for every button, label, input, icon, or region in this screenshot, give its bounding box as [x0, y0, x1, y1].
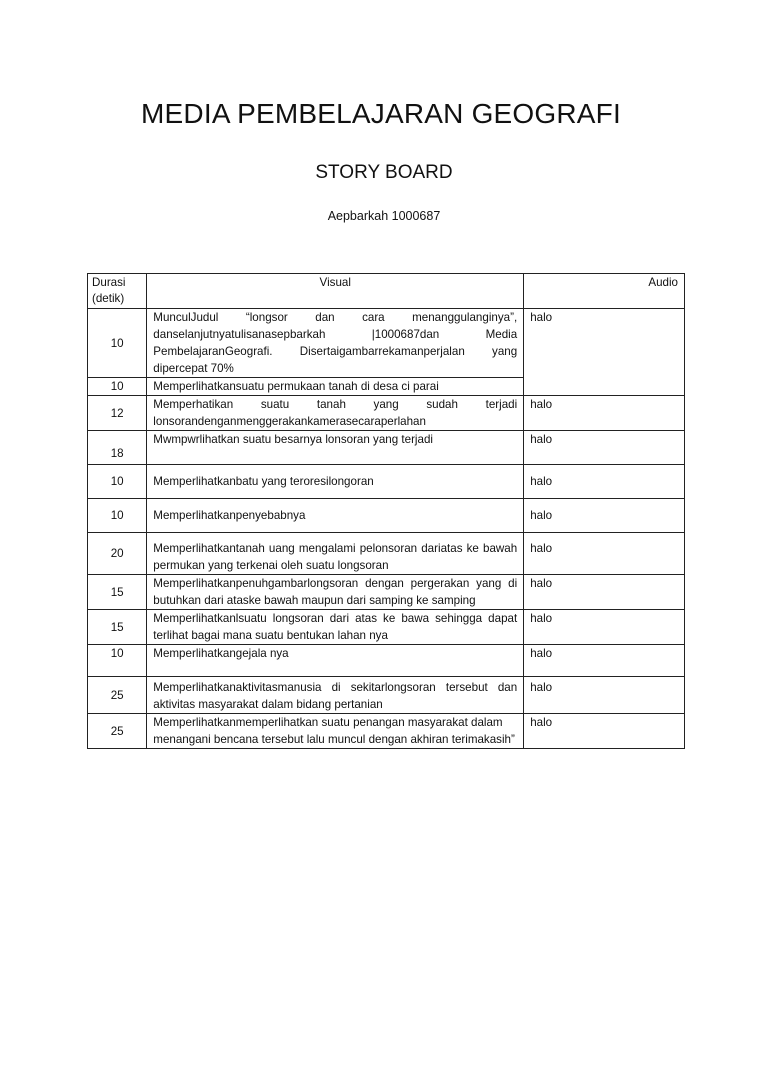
- row-visual: Memperlihatkanpenuhgambarlongsoran dengan pergerakan yang di butuhkan dari ataske bawah maupun dari samping ke samping: [147, 575, 524, 610]
- table-row: [88, 533, 685, 575]
- row-audio: halo: [524, 499, 685, 533]
- row-duration: 15: [88, 575, 147, 610]
- row-visual: Memperlihatkantanah uang mengalami pelonsoran dariatas ke bawah permukan yang terkenai oleh suatu longsoran: [147, 533, 524, 575]
- row-audio: halo: [524, 465, 685, 499]
- row-duration: 20: [88, 533, 147, 575]
- column-header-visual: Visual: [147, 274, 524, 309]
- row-visual: Memperhatikan suatu tanah yang sudah terjadi lonsorandenganmenggerakankamerasecaraperlahan: [147, 396, 524, 431]
- table-header-row: [88, 274, 685, 309]
- table-row: [88, 465, 685, 499]
- row-visual: Memperlihatkanlsuatu longsoran dari atas ke bawa sehingga dapat terlihat bagai mana suatu bentukan lahan nya: [147, 610, 524, 645]
- row-visual: MunculJudul “longsor dan cara menanggulanginya”, danselanjutnyatulisanasepbarkah |1000687dan Media PembelajaranGeografi. Disertaigambarrekamanperjalan yang dipercepat 70%: [147, 309, 524, 378]
- table-row: [88, 714, 685, 749]
- row-visual: Memperlihatkanmemperlihatkan suatu penangan masyarakat dalam menangani bencana tersebut lalu muncul dengan akhiran terimakasih”: [147, 714, 524, 749]
- row-duration: 12: [88, 396, 147, 431]
- row-duration: 10: [88, 378, 147, 396]
- row-duration: 25: [88, 677, 147, 714]
- row-audio: halo: [524, 610, 685, 645]
- row-duration: 10: [88, 465, 147, 499]
- row-visual: Memperlihatkangejala nya: [147, 645, 524, 677]
- table-row: [88, 309, 685, 378]
- row-audio: halo: [524, 309, 685, 396]
- row-duration: 25: [88, 714, 147, 749]
- row-visual: Memperlihatkanaktivitasmanusia di sekitarlongsoran tersebut dan aktivitas masyarakat dalam bidang pertanian: [147, 677, 524, 714]
- storyboard-table: [87, 273, 685, 749]
- row-visual: Memperlihatkanpenyebabnya: [147, 499, 524, 533]
- row-visual: Memperlihatkanbatu yang teroresilongoran: [147, 465, 524, 499]
- table-row: [88, 610, 685, 645]
- table-row: [88, 499, 685, 533]
- row-duration: 10: [88, 499, 147, 533]
- row-audio: halo: [524, 575, 685, 610]
- row-audio: halo: [524, 645, 685, 677]
- row-audio: halo: [524, 431, 685, 465]
- row-visual: Mwmpwrlihatkan suatu besarnya lonsoran yang terjadi: [147, 431, 524, 465]
- row-visual: Memperlihatkansuatu permukaan tanah di desa ci parai: [147, 378, 524, 396]
- column-header-audio: Audio: [524, 274, 685, 309]
- row-duration: 10: [88, 309, 147, 378]
- row-duration: 10: [88, 645, 147, 677]
- row-audio: halo: [524, 714, 685, 749]
- table-row: [88, 575, 685, 610]
- table-row: [88, 645, 685, 677]
- column-header-duration: Durasi (detik): [88, 274, 147, 309]
- row-audio: halo: [524, 396, 685, 431]
- page-subtitle: STORY BOARD: [315, 162, 453, 183]
- row-duration: 15: [88, 610, 147, 645]
- row-audio: halo: [524, 533, 685, 575]
- author-line: Aepbarkah 1000687: [327, 209, 441, 223]
- table-row: [88, 431, 685, 465]
- row-audio: halo: [524, 677, 685, 714]
- table-row: [88, 396, 685, 431]
- table-row: [88, 677, 685, 714]
- row-duration: 18: [88, 431, 147, 465]
- page-title: MEDIA PEMBELAJARAN GEOGRAFI: [141, 98, 621, 129]
